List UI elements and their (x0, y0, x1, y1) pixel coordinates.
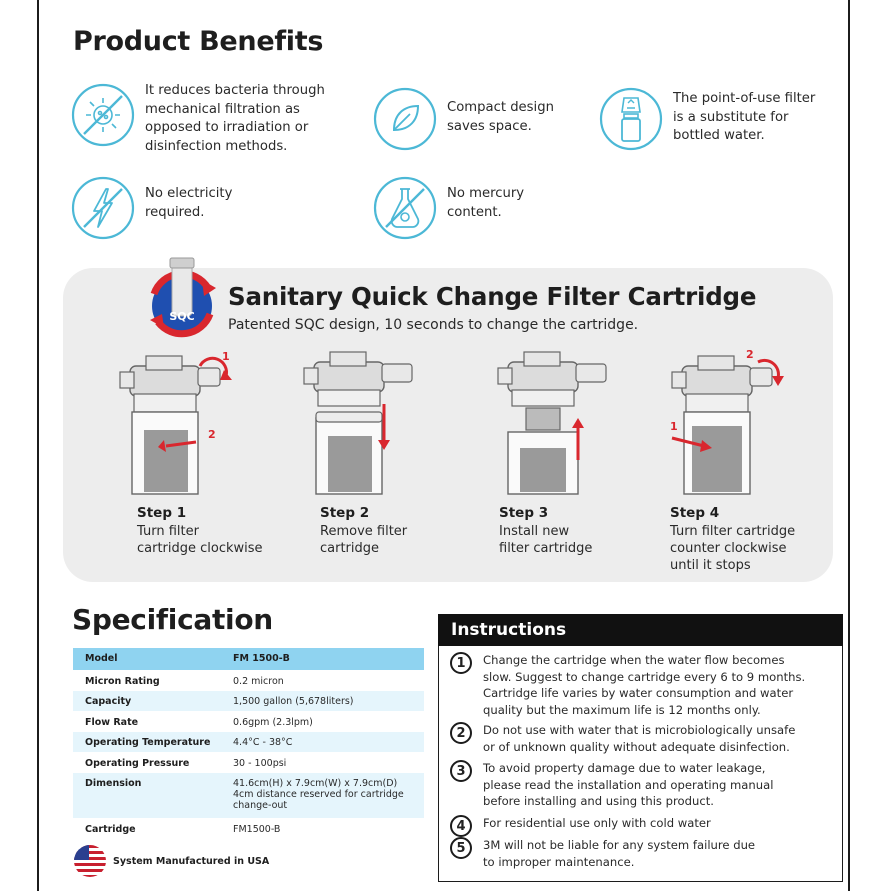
benefit-no-mercury: No mercury content. (372, 175, 524, 241)
step-4-description: Turn filter cartridge counter clockwise until it stops (670, 524, 796, 573)
page-border-right (848, 0, 850, 891)
step-1-illustration (108, 346, 268, 496)
instruction-item-5: 5 3M will not be liable for any system failure due to improper maintenance. (450, 837, 835, 870)
bacteria-crossed-icon (70, 82, 136, 148)
svg-text:2: 2 (746, 348, 754, 361)
table-row: Dimension 41.6cm(H) x 7.9cm(W) x 7.9cm(D) 4cm distance reserved for cartridge change-out (73, 773, 424, 819)
benefit-bottled-water: The point-of-use filter is a substitute for bottled water. (598, 86, 815, 152)
recycle-bottle-icon (598, 86, 664, 152)
benefits-title: Product Benefits (73, 26, 324, 57)
instruction-item-2: 2 Do not use with water that is microbiologically unsafe or of unknown quality without adequate disinfection. (450, 722, 835, 755)
step-2-description: Remove filter cartridge (320, 524, 408, 556)
sqc-subtitle: Patented SQC design, 10 seconds to change the cartridge. (228, 317, 639, 333)
svg-text:1: 1 (670, 420, 678, 433)
benefit-compact: Compact design saves space. (372, 86, 554, 152)
specification-title: Specification (72, 603, 273, 636)
step-3-label: Step 3 (499, 505, 549, 521)
step-1-description: Turn filter cartridge clockwise (137, 524, 263, 556)
benefit-no-electricity: No electricity required. (70, 175, 232, 241)
instruction-item-4: 4 For residential use only with cold water (450, 815, 835, 837)
table-row: Flow Rate 0.6gpm (2.3lpm) (73, 711, 424, 732)
svg-text:1: 1 (222, 350, 230, 363)
table-row: Cartridge FM1500-B (73, 819, 424, 840)
table-row: Micron Rating 0.2 micron (73, 670, 424, 691)
made-in-usa: System Manufactured in USA (73, 844, 269, 878)
page-border-left (37, 0, 39, 891)
table-row: Model FM 1500-B (73, 648, 424, 670)
step-2-illustration (292, 346, 452, 496)
leaf-icon (372, 86, 438, 152)
table-row: Operating Temperature 4.4°C - 38°C (73, 732, 424, 753)
sqc-badge-icon (142, 254, 222, 344)
table-row: Capacity 1,500 gallon (5,678liters) (73, 691, 424, 712)
instructions-title: Instructions (438, 614, 843, 646)
instruction-item-3: 3 To avoid property damage due to water leakage, please read the installation and operating manual before installing and using this product. (450, 760, 835, 810)
step-3-illustration (486, 346, 646, 496)
benefit-bacteria: It reduces bacteria through mechanical filtration as opposed to irradiation or disinfection methods. (70, 82, 325, 156)
sqc-title: Sanitary Quick Change Filter Cartridge (228, 282, 757, 311)
svg-text:SQC: SQC (169, 310, 195, 323)
specification-table (73, 648, 424, 840)
table-row: Operating Pressure 30 - 100psi (73, 752, 424, 773)
step-3-description: Install new filter cartridge (499, 524, 593, 556)
us-flag-icon (73, 844, 107, 878)
lightning-crossed-icon (70, 175, 136, 241)
mercury-crossed-icon (372, 175, 438, 241)
step-4-illustration (660, 346, 820, 496)
step-1-label: Step 1 (137, 505, 187, 521)
svg-text:2: 2 (208, 428, 216, 441)
instruction-item-1: 1 Change the cartridge when the water flow becomes slow. Suggest to change cartridge every 6 to 9 months. Cartridge life varies by water consumption and water quality but the maximum life is 12 months only. (450, 652, 835, 718)
step-2-label: Step 2 (320, 505, 370, 521)
step-4-label: Step 4 (670, 505, 720, 521)
